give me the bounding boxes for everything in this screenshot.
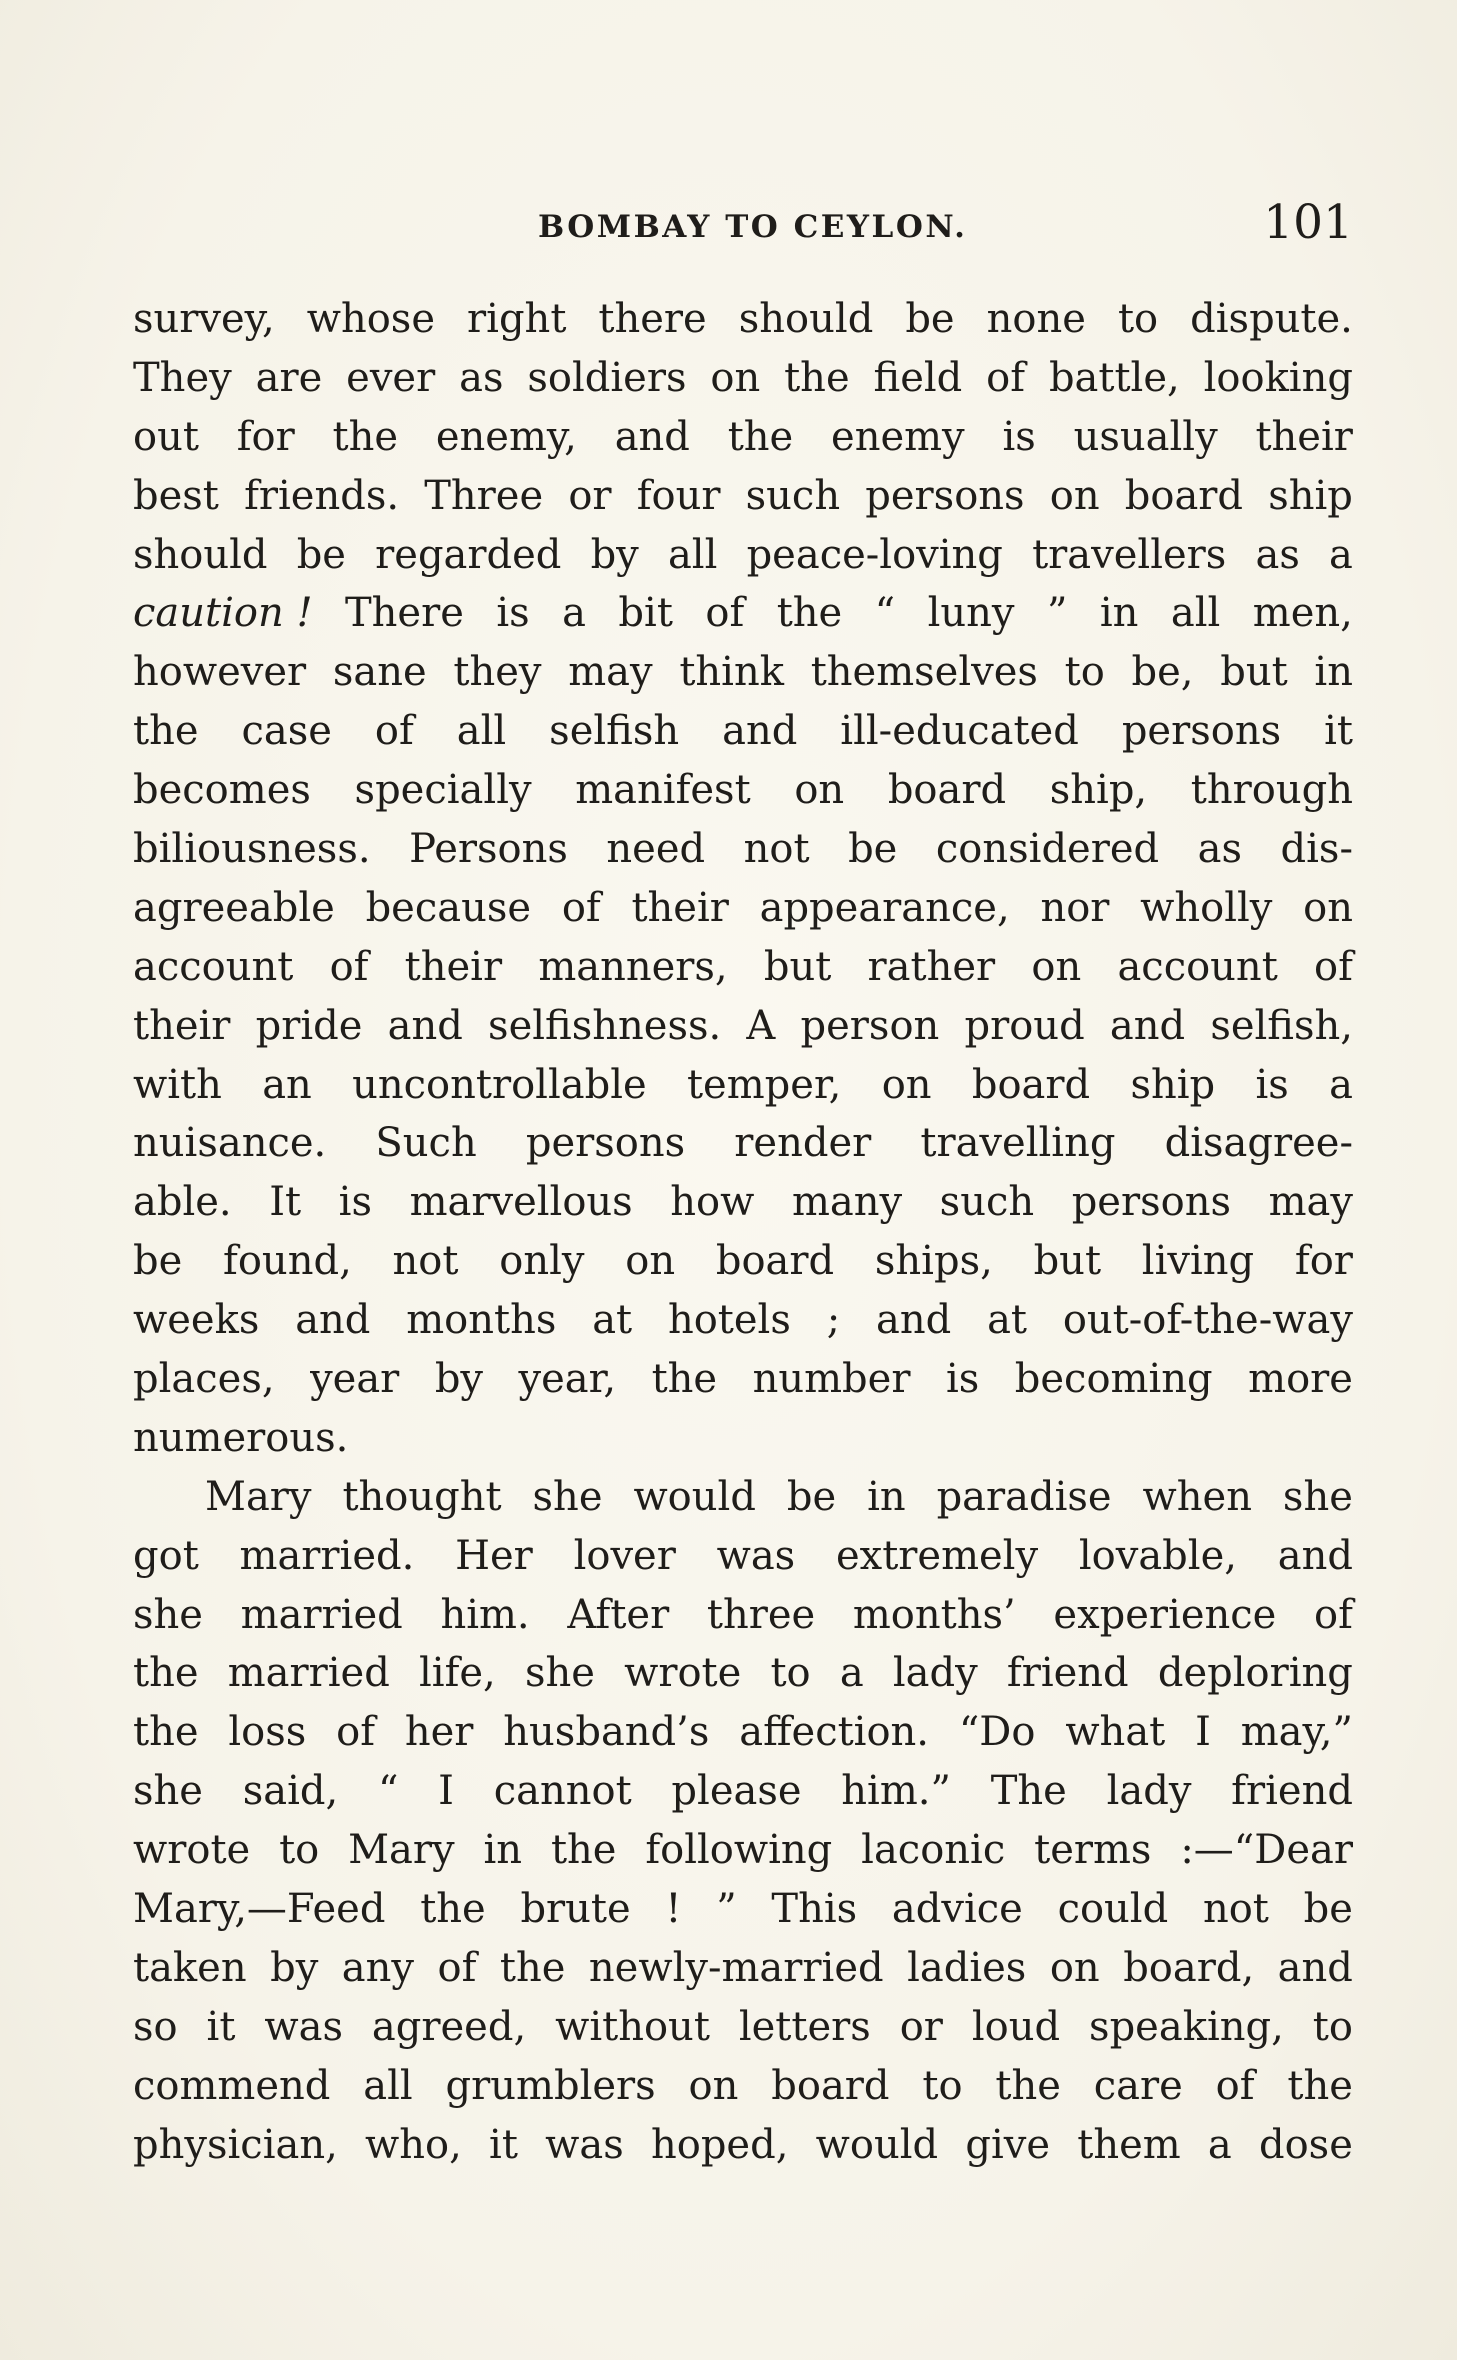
running-title: BOMBAY TO CEYLON. bbox=[538, 209, 968, 245]
text-line: They are ever as soldiers on the field of battle, looking bbox=[133, 354, 1353, 401]
text-line: agreeable because of their appearance, nor wholly on bbox=[133, 884, 1353, 931]
text-line: the loss of her husband’s affection. “Do what I may,” bbox=[133, 1709, 1353, 1756]
page-header bbox=[133, 195, 1353, 255]
page-number: 101 bbox=[1263, 195, 1353, 250]
text-line: she said, “ I cannot please him.” The lady friend bbox=[133, 1768, 1353, 1815]
text-line: able. It is marvellous how many such persons may bbox=[133, 1179, 1353, 1226]
text-line: best friends. Three or four such persons on board ship bbox=[133, 472, 1353, 519]
text-line: nuisance. Such persons render travelling disagree- bbox=[133, 1120, 1353, 1167]
text-line: account of their manners, but rather on account of bbox=[133, 943, 1353, 990]
text-line: taken by any of the newly-married ladies on board, and bbox=[133, 1944, 1353, 1991]
text-line: Mary thought she would be in paradise when she bbox=[205, 1473, 1353, 1520]
text-line: with an uncontrollable temper, on board ship is a bbox=[133, 1061, 1353, 1108]
text-line: their pride and selfishness. A person proud and selfish, bbox=[133, 1002, 1353, 1049]
text-line bbox=[133, 1409, 1353, 1468]
text-line: the case of all selfish and ill-educated persons it bbox=[133, 708, 1353, 755]
text-line: physician, who, it was hoped, would give them a dose bbox=[133, 2121, 1353, 2168]
text-line: commend all grumblers on board to the care of the bbox=[133, 2062, 1353, 2109]
body-text bbox=[133, 290, 1353, 2175]
text-line: weeks and months at hotels ; and at out-of-the-way bbox=[133, 1297, 1353, 1344]
text-line: Mary,—Feed the brute ! ” This advice could not be bbox=[133, 1886, 1353, 1933]
text-line: caution ! There is a bit of the “ luny ” in all men, bbox=[133, 590, 1353, 637]
text-line: be found, not only on board ships, but living for bbox=[133, 1238, 1353, 1285]
text-line: becomes specially manifest on board ship, through bbox=[133, 767, 1353, 814]
text-line: the married life, she wrote to a lady friend deploring bbox=[133, 1650, 1353, 1697]
text-line: wrote to Mary in the following laconic terms :—“Dear bbox=[133, 1827, 1353, 1874]
text-line-content: numerous. bbox=[133, 1414, 349, 1461]
text-line: she married him. After three months’ experience of bbox=[133, 1591, 1353, 1638]
text-line: survey, whose right there should be none to dispute. bbox=[133, 296, 1353, 342]
text-line: got married. Her lover was extremely lovable, and bbox=[133, 1532, 1353, 1579]
text-line: should be regarded by all peace-loving travellers as a bbox=[133, 531, 1353, 578]
text-line: so it was agreed, without letters or loud speaking, to bbox=[133, 2003, 1353, 2050]
text-line: biliousness. Persons need not be considered as dis- bbox=[133, 826, 1353, 873]
text-line: however sane they may think themselves to be, but in bbox=[133, 649, 1353, 696]
text-line: places, year by year, the number is becoming more bbox=[133, 1356, 1353, 1403]
text-line: out for the enemy, and the enemy is usually their bbox=[133, 413, 1353, 460]
